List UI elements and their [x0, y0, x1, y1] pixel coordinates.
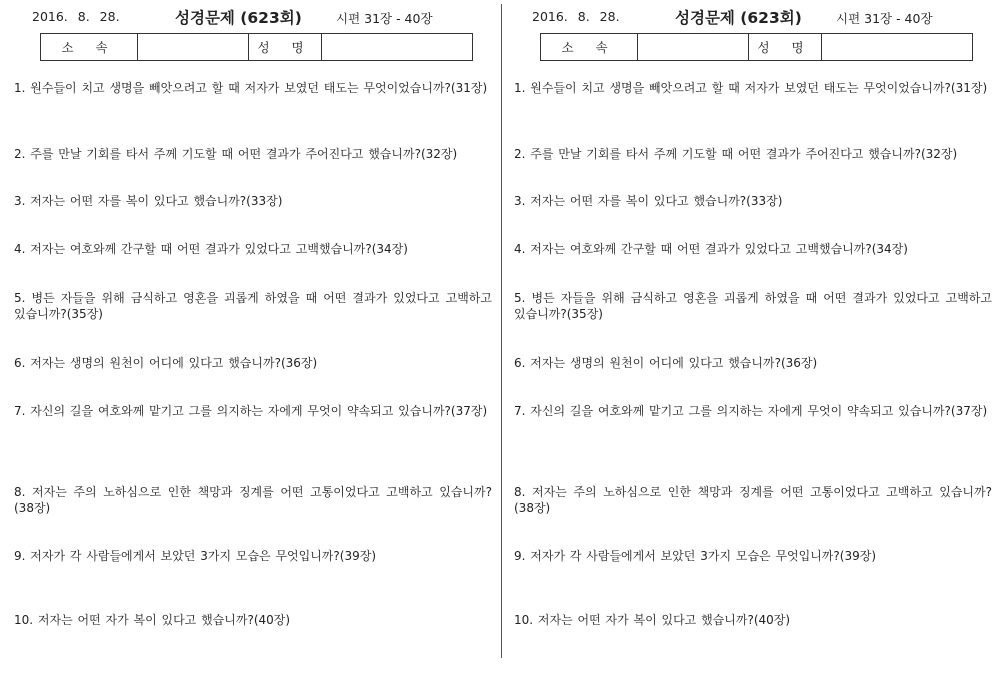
question-4: 4. 저자는 여호와께 간구할 때 어떤 결과가 있었다고 고백했습니까?(34장)	[14, 242, 408, 256]
question-9: 9. 저자가 각 사람들에게서 보았던 3가지 모습은 무엇입니까?(39장)	[514, 549, 876, 563]
question-2: 2. 주를 만날 기회를 타서 주께 기도할 때 어떤 결과가 주어진다고 했습니까?(32장)	[514, 147, 958, 161]
question-7: 7. 자신의 길을 여호와께 맡기고 그를 의지하는 자에게 무엇이 약속되고 있습니까?(37장)	[514, 404, 988, 418]
sheet-date: 2016. 8. 28.	[532, 9, 620, 24]
name-field[interactable]	[822, 34, 973, 61]
question-8: 8. 저자는 주의 노하심으로 인한 책망과 징계를 어떤 고통이었다고 고백하고 있습니까?(38장)	[514, 485, 992, 515]
sheet-title: 성경문제 (623회)	[675, 9, 802, 27]
info-table	[40, 33, 473, 61]
question-3: 3. 저자는 어떤 자를 복이 있다고 했습니까?(33장)	[514, 194, 783, 208]
sheet-header	[8, 6, 493, 28]
question-7: 7. 자신의 길을 여호와께 맡기고 그를 의지하는 자에게 무엇이 약속되고 있습니까?(37장)	[14, 404, 488, 418]
question-5: 5. 병든 자들을 위해 금식하고 영혼을 괴롭게 하였을 때 어떤 결과가 있었다고 고백하고 있습니까?(35장)	[14, 291, 492, 321]
question-1: 1. 원수들이 치고 생명을 빼앗으려고 할 때 저자가 보였던 태도는 무엇이었습니까?(31장)	[14, 81, 488, 95]
question-5: 5. 병든 자들을 위해 금식하고 영혼을 괴롭게 하였을 때 어떤 결과가 있었다고 고백하고 있습니까?(35장)	[514, 291, 992, 321]
quiz-sheet-right	[508, 0, 993, 684]
affiliation-label: 소 속	[41, 34, 138, 61]
question-10: 10. 저자는 어떤 자가 복이 있다고 했습니까?(40장)	[514, 613, 791, 627]
question-10: 10. 저자는 어떤 자가 복이 있다고 했습니까?(40장)	[14, 613, 291, 627]
name-label: 성 명	[749, 34, 822, 61]
name-label: 성 명	[249, 34, 322, 61]
question-6: 6. 저자는 생명의 원천이 어디에 있다고 했습니까?(36장)	[14, 356, 318, 370]
info-table	[540, 33, 973, 61]
question-8: 8. 저자는 주의 노하심으로 인한 책망과 징계를 어떤 고통이었다고 고백하고 있습니까?(38장)	[14, 485, 492, 515]
page-divider	[501, 4, 502, 658]
name-field[interactable]	[322, 34, 473, 61]
sheet-header	[508, 6, 993, 28]
question-2: 2. 주를 만날 기회를 타서 주께 기도할 때 어떤 결과가 주어진다고 했습니까?(32장)	[14, 147, 458, 161]
question-3: 3. 저자는 어떤 자를 복이 있다고 했습니까?(33장)	[14, 194, 283, 208]
quiz-sheet-left	[8, 0, 493, 684]
question-1: 1. 원수들이 치고 생명을 빼앗으려고 할 때 저자가 보였던 태도는 무엇이었습니까?(31장)	[514, 81, 988, 95]
chapter-range: 시편 31장 - 40장	[336, 11, 433, 26]
affiliation-field[interactable]	[138, 34, 249, 61]
question-9: 9. 저자가 각 사람들에게서 보았던 3가지 모습은 무엇입니까?(39장)	[14, 549, 376, 563]
question-6: 6. 저자는 생명의 원천이 어디에 있다고 했습니까?(36장)	[514, 356, 818, 370]
chapter-range: 시편 31장 - 40장	[836, 11, 933, 26]
affiliation-label: 소 속	[541, 34, 638, 61]
question-4: 4. 저자는 여호와께 간구할 때 어떤 결과가 있었다고 고백했습니까?(34장)	[514, 242, 908, 256]
sheet-title: 성경문제 (623회)	[175, 9, 302, 27]
sheet-date: 2016. 8. 28.	[32, 9, 120, 24]
affiliation-field[interactable]	[638, 34, 749, 61]
